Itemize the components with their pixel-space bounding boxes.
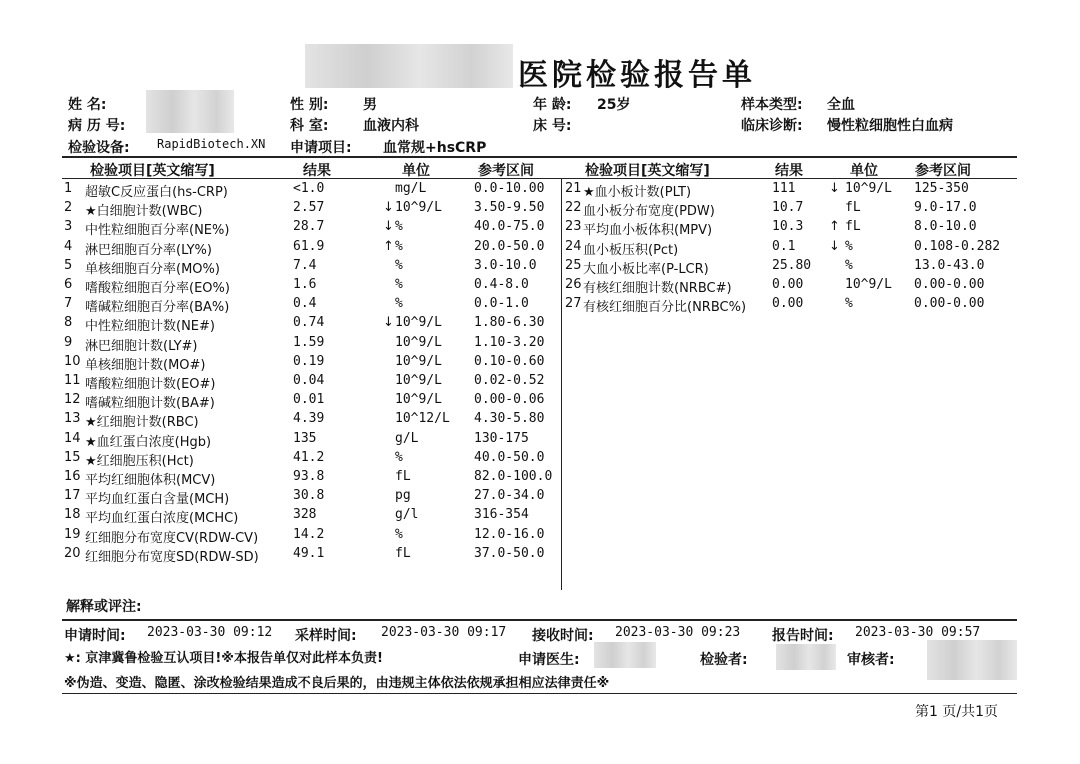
reference-range: 0.10-0.60 bbox=[474, 353, 545, 369]
test-name: 嗜碱粒细胞计数(BA#) bbox=[85, 396, 215, 412]
test-result: 4.39 bbox=[293, 411, 325, 427]
table-top-border bbox=[62, 156, 1017, 158]
table-row bbox=[0, 469, 1080, 488]
bed-label: 床 号: bbox=[533, 118, 572, 134]
test-result: 10.3 bbox=[772, 219, 804, 235]
diagnosis-label: 临床诊断: bbox=[741, 118, 803, 134]
reference-range: 3.0-10.0 bbox=[474, 257, 537, 273]
times-top-border bbox=[62, 619, 1017, 621]
reference-range: 9.0-17.0 bbox=[914, 200, 977, 216]
abnormal-flag: ↓ bbox=[383, 200, 394, 216]
row-number: 23 bbox=[565, 219, 582, 235]
reference-range: 1.80-6.30 bbox=[474, 315, 545, 331]
test-result: 14.2 bbox=[293, 526, 325, 542]
test-result: 111 bbox=[772, 181, 796, 196]
row-number: 26 bbox=[565, 277, 582, 292]
table-row bbox=[0, 488, 1080, 507]
reference-range: 0.00-0.00 bbox=[914, 296, 985, 312]
test-name: ★白细胞计数(WBC) bbox=[85, 204, 203, 220]
test-unit: 10^9/L bbox=[395, 200, 442, 216]
test-result: 41.2 bbox=[293, 449, 325, 465]
row-number: 17 bbox=[64, 488, 81, 504]
test-name: 有核红细胞百分比(NRBC%) bbox=[583, 300, 747, 316]
abnormal-flag: ↑ bbox=[383, 238, 394, 254]
test-unit: % bbox=[395, 296, 403, 312]
request-time-label: 申请时间: bbox=[64, 628, 126, 644]
test-result: 0.01 bbox=[293, 392, 325, 408]
reviewer-label: 审核者: bbox=[847, 652, 895, 668]
name-label: 姓 名: bbox=[68, 97, 107, 113]
test-name: 淋巴细胞百分率(LY%) bbox=[85, 242, 212, 258]
table-row bbox=[0, 507, 1080, 526]
test-unit: fL bbox=[845, 219, 861, 235]
test-unit: 10^9/L bbox=[845, 181, 892, 196]
row-number: 27 bbox=[565, 296, 582, 312]
dept-value: 血液内科 bbox=[363, 118, 419, 134]
row-number: 21 bbox=[565, 181, 582, 196]
table-row bbox=[0, 200, 1080, 219]
table-row bbox=[0, 258, 1080, 277]
request-time-value: 2023-03-30 09:12 bbox=[147, 625, 273, 640]
test-unit: fL bbox=[395, 469, 411, 484]
test-unit: % bbox=[395, 526, 403, 542]
report-title: 医院检验报告单 bbox=[518, 58, 756, 93]
test-result: 28.7 bbox=[293, 219, 325, 235]
row-number: 6 bbox=[64, 277, 73, 292]
table-row bbox=[0, 354, 1080, 373]
table-row bbox=[0, 239, 1080, 258]
test-name: ★血红蛋白浓度(Hgb) bbox=[85, 434, 212, 450]
test-result: 7.4 bbox=[293, 257, 317, 273]
test-result: 25.80 bbox=[772, 257, 812, 273]
abnormal-flag: ↓ bbox=[383, 315, 394, 331]
redacted-tester-name bbox=[776, 644, 836, 670]
test-name: 超敏C反应蛋白(hs-CRP) bbox=[85, 185, 228, 200]
table-row bbox=[0, 373, 1080, 392]
table-row bbox=[0, 219, 1080, 238]
test-unit: % bbox=[845, 296, 853, 312]
header-unit-left: 单位 bbox=[402, 163, 430, 179]
redacted-record-number bbox=[146, 113, 234, 133]
table-row bbox=[0, 277, 1080, 296]
test-unit: pg bbox=[395, 488, 411, 504]
test-result: 93.8 bbox=[293, 469, 325, 484]
age-value: 25岁 bbox=[597, 97, 631, 113]
device-label: 检验设备: bbox=[68, 140, 130, 156]
mutual-recognition-note: ★: 京津冀鲁检验互认项目!※本报告单仅对此样本负责! bbox=[64, 651, 383, 666]
redacted-hospital-name bbox=[305, 44, 513, 88]
abnormal-flag: ↑ bbox=[829, 219, 840, 235]
table-row bbox=[0, 392, 1080, 411]
table-row bbox=[0, 411, 1080, 430]
test-name: 平均血红蛋白含量(MCH) bbox=[85, 492, 230, 508]
reference-range: 27.0-34.0 bbox=[474, 488, 545, 504]
test-unit: 10^9/L bbox=[395, 373, 442, 388]
reference-range: 82.0-100.0 bbox=[474, 469, 553, 484]
table-row bbox=[0, 335, 1080, 354]
sample-type-label: 样本类型: bbox=[741, 97, 803, 113]
table-row bbox=[0, 431, 1080, 450]
test-name: 平均红细胞体积(MCV) bbox=[85, 473, 216, 488]
test-result: 1.6 bbox=[293, 277, 317, 292]
test-name: ★红细胞压积(Hct) bbox=[85, 453, 194, 469]
reference-range: 40.0-50.0 bbox=[474, 449, 545, 465]
test-result: <1.0 bbox=[293, 181, 325, 196]
test-unit: % bbox=[395, 219, 403, 235]
row-number: 2 bbox=[64, 200, 73, 216]
gender-value: 男 bbox=[363, 97, 377, 113]
receive-time-label: 接收时间: bbox=[532, 628, 594, 644]
device-value: RapidBiotech.XN bbox=[157, 137, 266, 151]
report-time-label: 报告时间: bbox=[772, 628, 834, 644]
test-name: 平均血红蛋白浓度(MCHC) bbox=[85, 511, 239, 527]
row-number: 5 bbox=[64, 257, 73, 273]
reference-range: 125-350 bbox=[914, 181, 969, 196]
test-unit: % bbox=[395, 277, 403, 292]
reference-range: 0.4-8.0 bbox=[474, 277, 529, 292]
dept-label: 科 室: bbox=[290, 118, 329, 134]
reference-range: 20.0-50.0 bbox=[474, 238, 545, 254]
sample-time-value: 2023-03-30 09:17 bbox=[381, 625, 507, 640]
row-number: 20 bbox=[64, 545, 81, 561]
age-label: 年 龄: bbox=[533, 97, 572, 113]
row-number: 16 bbox=[64, 469, 81, 484]
reference-range: 3.50-9.50 bbox=[474, 200, 545, 216]
test-name: ★红细胞计数(RBC) bbox=[85, 415, 199, 431]
header-item-left: 检验项目[英文缩写] bbox=[90, 163, 215, 179]
row-number: 9 bbox=[64, 334, 73, 350]
row-number: 24 bbox=[565, 238, 582, 254]
abnormal-flag: ↓ bbox=[829, 238, 840, 254]
test-name: 血小板分布宽度(PDW) bbox=[583, 204, 715, 220]
test-result: 49.1 bbox=[293, 545, 325, 561]
test-result: 61.9 bbox=[293, 238, 325, 254]
test-result: 328 bbox=[293, 507, 317, 523]
test-name: 红细胞分布宽度SD(RDW-SD) bbox=[85, 549, 259, 565]
test-name: 单核细胞计数(MO#) bbox=[85, 357, 206, 373]
row-number: 19 bbox=[64, 526, 81, 542]
row-number: 10 bbox=[64, 353, 81, 369]
reference-range: 1.10-3.20 bbox=[474, 334, 545, 350]
doctor-label: 申请医生: bbox=[518, 652, 580, 668]
test-result: 0.74 bbox=[293, 315, 325, 331]
sample-type-value: 全血 bbox=[827, 97, 855, 113]
test-result: 1.59 bbox=[293, 334, 325, 350]
reference-range: 0.0-10.00 bbox=[474, 181, 545, 196]
test-name: ★血小板计数(PLT) bbox=[583, 185, 692, 200]
page-number: 第1 页/共1页 bbox=[915, 704, 998, 720]
test-name: 嗜酸粒细胞计数(EO#) bbox=[85, 377, 216, 392]
reference-range: 0.0-1.0 bbox=[474, 296, 529, 312]
reference-range: 13.0-43.0 bbox=[914, 257, 985, 273]
test-name: 有核红细胞计数(NRBC#) bbox=[583, 281, 732, 296]
test-name: 嗜碱粒细胞百分率(BA%) bbox=[85, 300, 230, 316]
row-number: 3 bbox=[64, 219, 73, 235]
redacted-reviewer-name bbox=[927, 640, 1017, 680]
test-name: 中性粒细胞百分率(NE%) bbox=[85, 223, 230, 239]
test-result: 30.8 bbox=[293, 488, 325, 504]
test-name: 淋巴细胞计数(LY#) bbox=[85, 338, 198, 354]
reference-range: 0.02-0.52 bbox=[474, 373, 545, 388]
test-unit: g/l bbox=[395, 507, 419, 523]
row-number: 7 bbox=[64, 296, 73, 312]
header-item-right: 检验项目[英文缩写] bbox=[585, 163, 710, 179]
test-name: 红细胞分布宽度CV(RDW-CV) bbox=[85, 530, 259, 546]
request-item-value: 血常规+hsCRP bbox=[383, 140, 487, 156]
test-name: 单核细胞百分率(MO%) bbox=[85, 261, 220, 277]
table-row bbox=[0, 315, 1080, 334]
reference-range: 4.30-5.80 bbox=[474, 411, 545, 427]
record-label: 病 历 号: bbox=[68, 118, 126, 134]
test-result: 0.04 bbox=[293, 373, 325, 388]
row-number: 15 bbox=[64, 449, 81, 465]
row-number: 22 bbox=[565, 200, 582, 216]
header-result-left: 结果 bbox=[303, 163, 331, 179]
test-name: 平均血小板体积(MPV) bbox=[583, 223, 713, 239]
table-row bbox=[0, 296, 1080, 315]
row-number: 18 bbox=[64, 507, 81, 523]
reference-range: 316-354 bbox=[474, 507, 529, 523]
reference-range: 0.00-0.06 bbox=[474, 392, 545, 408]
test-unit: 10^9/L bbox=[395, 392, 442, 408]
comment-label: 解释或评注: bbox=[66, 599, 142, 615]
redacted-patient-name bbox=[146, 90, 234, 114]
diagnosis-value: 慢性粒细胞性白血病 bbox=[827, 118, 953, 134]
table-row bbox=[0, 181, 1080, 200]
reference-range: 130-175 bbox=[474, 430, 529, 446]
sample-time-label: 采样时间: bbox=[295, 628, 357, 644]
reference-range: 37.0-50.0 bbox=[474, 545, 545, 561]
test-unit: mg/L bbox=[395, 181, 427, 196]
test-name: 中性粒细胞计数(NE#) bbox=[85, 319, 215, 335]
test-result: 10.7 bbox=[772, 200, 804, 216]
test-name: 血小板压积(Pct) bbox=[583, 242, 679, 258]
test-result: 0.1 bbox=[772, 238, 796, 254]
legal-warning: ※伪造、变造、隐匿、涂改检验结果造成不良后果的，由违规主体依法依规承担相应法律责任※ bbox=[64, 676, 610, 691]
header-result-right: 结果 bbox=[775, 163, 803, 179]
test-unit: % bbox=[395, 257, 403, 273]
abnormal-flag: ↓ bbox=[829, 181, 840, 196]
test-unit: fL bbox=[845, 200, 861, 216]
reference-range: 8.0-10.0 bbox=[914, 219, 977, 235]
header-range-left: 参考区间 bbox=[478, 163, 534, 179]
reference-range: 0.00-0.00 bbox=[914, 277, 985, 292]
reference-range: 40.0-75.0 bbox=[474, 219, 545, 235]
test-unit: % bbox=[395, 449, 403, 465]
row-number: 25 bbox=[565, 257, 582, 273]
test-unit: % bbox=[845, 257, 853, 273]
row-number: 1 bbox=[64, 181, 73, 196]
test-result: 0.00 bbox=[772, 296, 804, 312]
header-range-right: 参考区间 bbox=[915, 163, 971, 179]
test-name: 大血小板比率(P-LCR) bbox=[583, 261, 709, 277]
test-unit: 10^9/L bbox=[395, 315, 442, 331]
test-unit: 10^9/L bbox=[395, 334, 442, 350]
header-unit-right: 单位 bbox=[850, 163, 878, 179]
test-result: 0.4 bbox=[293, 296, 317, 312]
test-unit: 10^9/L bbox=[845, 277, 892, 292]
gender-label: 性 别: bbox=[290, 97, 329, 113]
footer-bottom-border bbox=[62, 693, 1017, 694]
tester-label: 检验者: bbox=[700, 652, 748, 668]
reference-range: 12.0-16.0 bbox=[474, 526, 545, 542]
receive-time-value: 2023-03-30 09:23 bbox=[615, 625, 741, 640]
test-result: 135 bbox=[293, 430, 317, 446]
test-name: 嗜酸粒细胞百分率(EO%) bbox=[85, 281, 230, 296]
row-number: 4 bbox=[64, 238, 73, 254]
row-number: 8 bbox=[64, 315, 73, 331]
table-row bbox=[0, 450, 1080, 469]
row-number: 13 bbox=[64, 411, 81, 427]
report-time-value: 2023-03-30 09:57 bbox=[855, 625, 981, 640]
request-item-label: 申请项目: bbox=[290, 140, 352, 156]
test-result: 0.19 bbox=[293, 353, 325, 369]
test-unit: % bbox=[395, 238, 403, 254]
test-unit: 10^12/L bbox=[395, 411, 450, 427]
test-result: 0.00 bbox=[772, 277, 804, 292]
row-number: 11 bbox=[64, 373, 81, 388]
table-row bbox=[0, 527, 1080, 546]
row-number: 14 bbox=[64, 430, 81, 446]
abnormal-flag: ↓ bbox=[383, 219, 394, 235]
test-unit: fL bbox=[395, 545, 411, 561]
reference-range: 0.108-0.282 bbox=[914, 238, 1001, 254]
row-number: 12 bbox=[64, 392, 81, 408]
redacted-doctor-name bbox=[594, 642, 656, 668]
test-unit: 10^9/L bbox=[395, 353, 442, 369]
table-row bbox=[0, 546, 1080, 565]
test-unit: g/L bbox=[395, 430, 419, 446]
test-result: 2.57 bbox=[293, 200, 325, 216]
test-unit: % bbox=[845, 238, 853, 254]
